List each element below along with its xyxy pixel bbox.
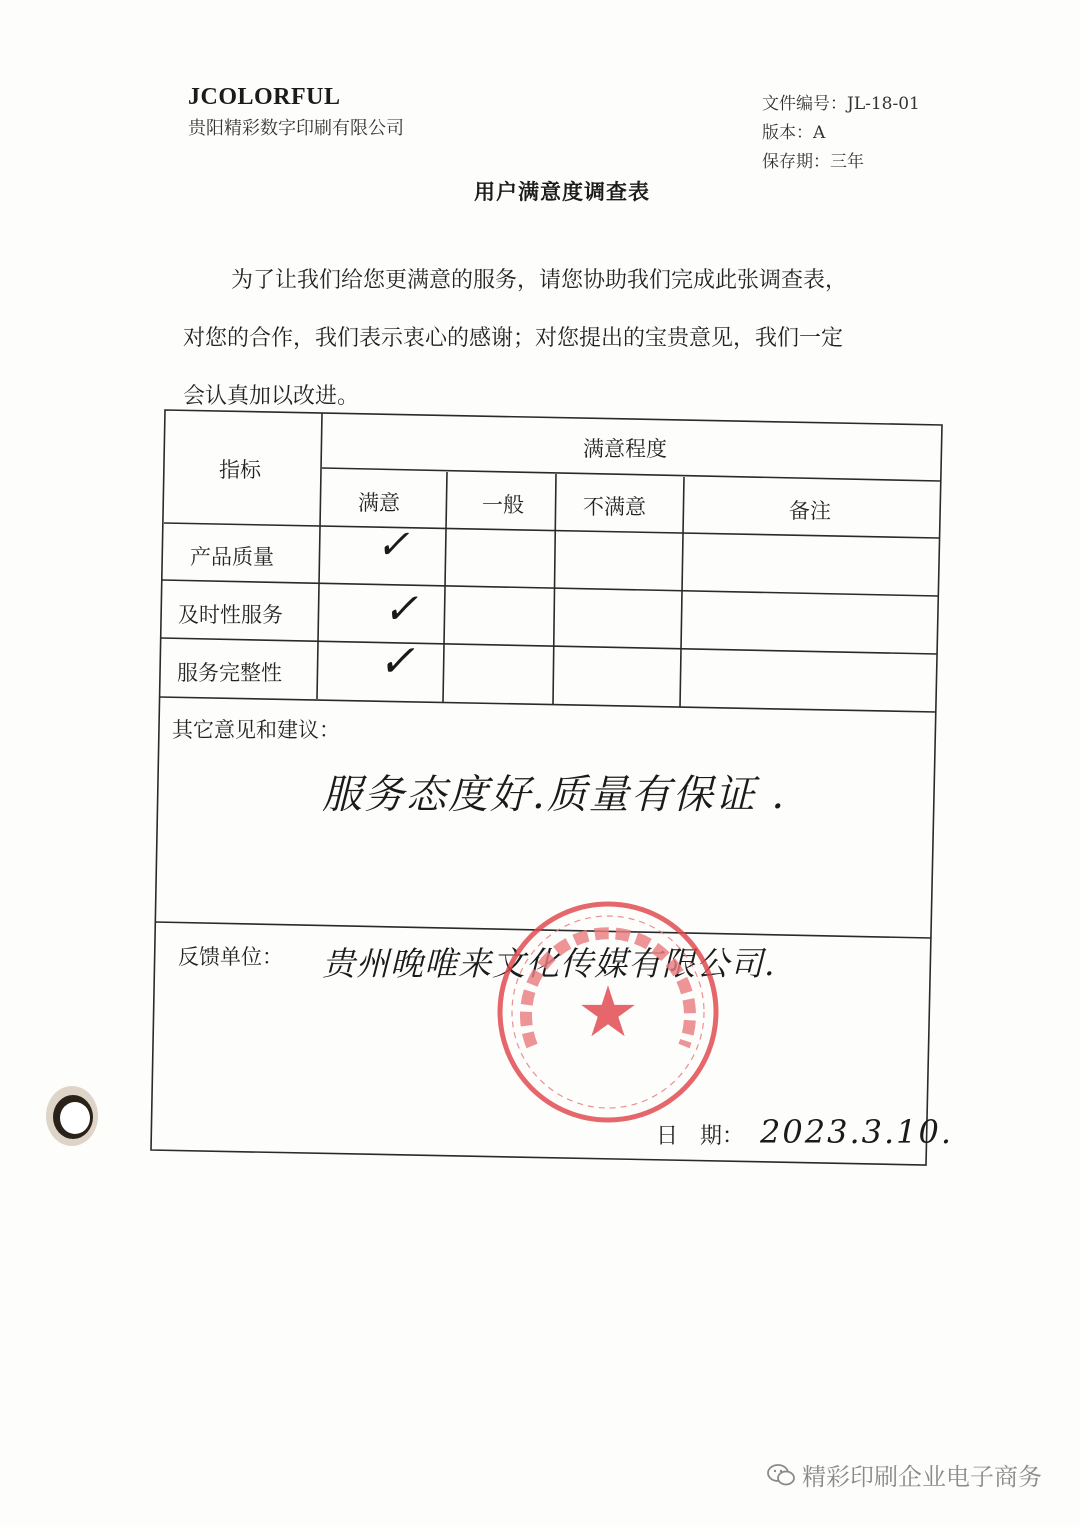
date-label: 日 期： (656, 1124, 745, 1149)
col-divider-average (553, 474, 556, 704)
col-divider-satisfied (443, 472, 447, 702)
check-mark-timeliness: ✓ (383, 584, 419, 633)
row-divider-1 (162, 580, 938, 596)
col-remark-header: 备注 (789, 499, 831, 523)
check-mark-completeness: ✓ (378, 636, 415, 687)
header-row-divider (164, 523, 939, 538)
row-label-timeliness: 及时性服务 (178, 603, 283, 627)
doc-retention: 保存期：三年 (762, 152, 864, 172)
doc-version: 版本：A (762, 123, 826, 143)
row-divider-3 (159, 697, 936, 712)
col-unsatisfied-header: 不满意 (583, 495, 646, 519)
suggestions-handwriting: 服务态度好.质量有保证 . (322, 772, 787, 818)
watermark (766, 1457, 1042, 1492)
watermark-text: 精彩印刷企业电子商务 (802, 1463, 1042, 1491)
brand-name: JCOLORFUL (188, 84, 341, 110)
feedback-label: 反馈单位： (178, 945, 283, 969)
intro-line-3: 会认真加以改进。 (183, 384, 360, 409)
col-divider-unsatisfied (680, 477, 684, 707)
group-header-divider (322, 468, 940, 481)
row-label-completeness: 服务完整性 (177, 661, 282, 685)
col-indicator-header: 指标 (219, 458, 261, 482)
seal-star-icon: ★ (576, 971, 640, 1053)
col-divider-indicator (317, 413, 322, 699)
feedback-company-handwriting: 贵州晚唯来文化传媒有限公司. (322, 944, 776, 983)
intro-line-1: 为了让我们给您更满意的服务，请您协助我们完成此张调查表， (231, 268, 848, 293)
intro-line-2: 对您的合作，我们表示衷心的感谢；对您提出的宝贵意见，我们一定 (183, 326, 844, 351)
date-handwriting: 2023.3.10. (760, 1113, 954, 1151)
row-label-quality: 产品质量 (190, 545, 274, 569)
col-satisfied-header: 满意 (358, 491, 400, 515)
row-divider-2 (161, 638, 937, 654)
page-title: 用户满意度调查表 (474, 180, 650, 204)
punch-hole-mark (42, 1078, 102, 1152)
check-mark-quality: ✓ (376, 522, 410, 568)
wechat-icon (766, 1463, 796, 1487)
col-group-header: 满意程度 (583, 437, 667, 461)
suggestions-label: 其它意见和建议： (172, 718, 340, 742)
company-name: 贵阳精彩数字印刷有限公司 (188, 118, 404, 139)
col-average-header: 一般 (482, 493, 524, 517)
company-seal (492, 896, 724, 1128)
doc-number: 文件编号：JL-18-01 (762, 94, 920, 114)
